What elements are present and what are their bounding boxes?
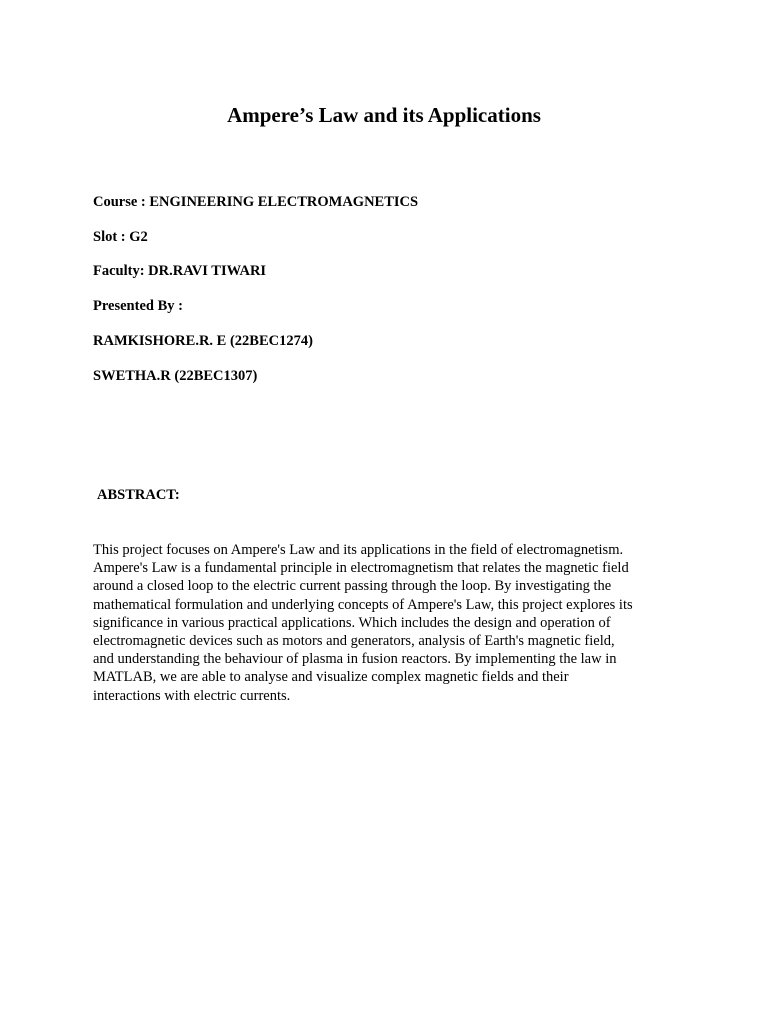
abstract-line: MATLAB, we are able to analyse and visualize complex magnetic fields and their xyxy=(93,669,569,686)
abstract-line: around a closed loop to the electric current passing through the loop. By investigating the xyxy=(93,578,612,595)
faculty-line: Faculty: DR.RAVI TIWARI xyxy=(93,263,267,279)
abstract-line: Ampere's Law is a fundamental principle in electromagnetism that relates the magnetic field xyxy=(93,560,629,577)
abstract-line: and understanding the behaviour of plasma in fusion reactors. By implementing the law in xyxy=(93,651,617,668)
presented-by-line: Presented By : xyxy=(93,298,183,314)
abstract-line: interactions with electric currents. xyxy=(93,687,291,704)
slot-line: Slot : G2 xyxy=(93,229,148,245)
document-title: Ampere’s Law and its Applications xyxy=(227,103,541,127)
presenter-2: SWETHA.R (22BEC1307) xyxy=(93,368,258,384)
abstract-paragraph xyxy=(93,541,683,705)
abstract-heading: ABSTRACT: xyxy=(97,487,180,503)
presenter-1: RAMKISHORE.R. E (22BEC1274) xyxy=(93,333,313,349)
abstract-line: This project focuses on Ampere's Law and its applications in the field of electromagnetism. xyxy=(93,542,624,558)
abstract-line: significance in various practical applications. Which includes the design and operation of xyxy=(93,614,611,631)
course-line: Course : ENGINEERING ELECTROMAGNETICS xyxy=(93,194,419,210)
abstract-line: mathematical formulation and underlying concepts of Ampere's Law, this project explores its xyxy=(93,596,633,613)
abstract-line: electromagnetic devices such as motors and generators, analysis of Earth's magnetic field, xyxy=(93,633,615,650)
